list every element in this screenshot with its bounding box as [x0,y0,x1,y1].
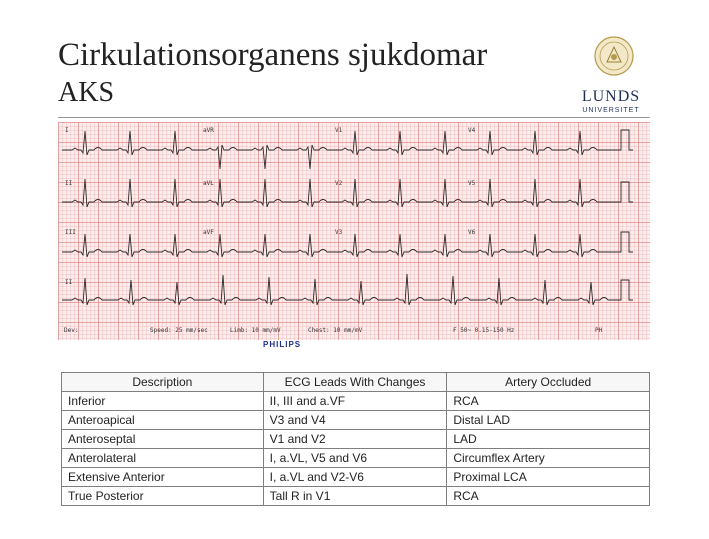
cell-description: Inferior [62,392,264,411]
ecg-footer-right: PH [595,327,603,334]
cell-leads: V3 and V4 [263,411,447,430]
lead-label-v5: V5 [468,180,476,187]
ecg-limb-gain: Limb: 10 mm/mV [230,327,281,334]
cell-artery: Circumflex Artery [447,449,650,468]
slide-title: Cirkulationsorganens sjukdomar [58,37,488,73]
lead-label-avl: aVL [203,180,214,187]
cell-leads: I, a.VL, V5 and V6 [263,449,447,468]
header-ecg-leads: ECG Leads With Changes [263,373,447,392]
cell-leads: V1 and V2 [263,430,447,449]
cell-description: Extensive Anterior [62,468,264,487]
lead-label-v2: V2 [335,180,343,187]
university-logo [576,36,646,118]
logo-name: LUNDS [581,88,641,105]
cell-leads: Tall R in V1 [263,487,447,506]
lead-label-v6: V6 [468,229,476,236]
table-row [62,468,650,487]
slide-subtitle: AKS [58,77,115,108]
lead-label-i: I [65,127,69,134]
cell-artery: LAD [447,430,650,449]
ecg-trace-row-4 [62,274,618,305]
infarct-location-table [61,372,650,506]
table-header-row [62,373,650,392]
table-row [62,430,650,449]
cell-artery: Proximal LCA [447,468,650,487]
calibration-pulse [618,130,633,150]
ecg-footer [58,322,650,338]
table-row [62,392,650,411]
ecg-trace-row-3 [62,234,618,257]
cell-artery: RCA [447,392,650,411]
title-divider [58,117,650,118]
ecg-footer-dev: Dev: [64,327,79,334]
cell-artery: Distal LAD [447,411,650,430]
cell-artery: RCA [447,487,650,506]
table-row [62,449,650,468]
ecg-chest-gain: Chest: 10 mm/mV [308,327,363,334]
ecg-filter: F 50~ 0.15-150 Hz [453,327,515,334]
ecg-traces [58,122,650,322]
cell-description: Anteroapical [62,411,264,430]
cell-leads: I, a.VL and V2-V6 [263,468,447,487]
lead-label-ii: II [65,180,73,187]
calibration-pulse [618,280,633,300]
lead-label-v3: V3 [335,229,343,236]
lead-label-iii: III [65,229,76,236]
cell-description: Anterolateral [62,449,264,468]
table-row [62,487,650,506]
lead-label-rhythm: II [65,279,73,286]
ecg-speed: Speed: 25 mm/sec [150,327,208,334]
ecg-trace-row-1 [62,131,618,169]
ecg-bottom-bar [58,340,650,350]
ecg-strip [58,122,650,350]
cell-description: True Posterior [62,487,264,506]
logo-subtitle: UNIVERSITET [582,107,640,114]
cell-description: Anteroseptal [62,430,264,449]
university-seal-icon [594,36,634,76]
calibration-pulse [618,182,633,202]
header-description: Description [62,373,264,392]
calibration-pulse [618,232,633,252]
table-row [62,411,650,430]
cell-leads: II, III and a.VF [263,392,447,411]
lead-label-v4: V4 [468,127,476,134]
header-artery: Artery Occluded [447,373,650,392]
lead-label-v1: V1 [335,127,343,134]
ecg-brand: PHILIPS [263,340,302,349]
lead-label-avr: aVR [203,127,214,134]
lead-label-avf: aVF [203,229,214,236]
